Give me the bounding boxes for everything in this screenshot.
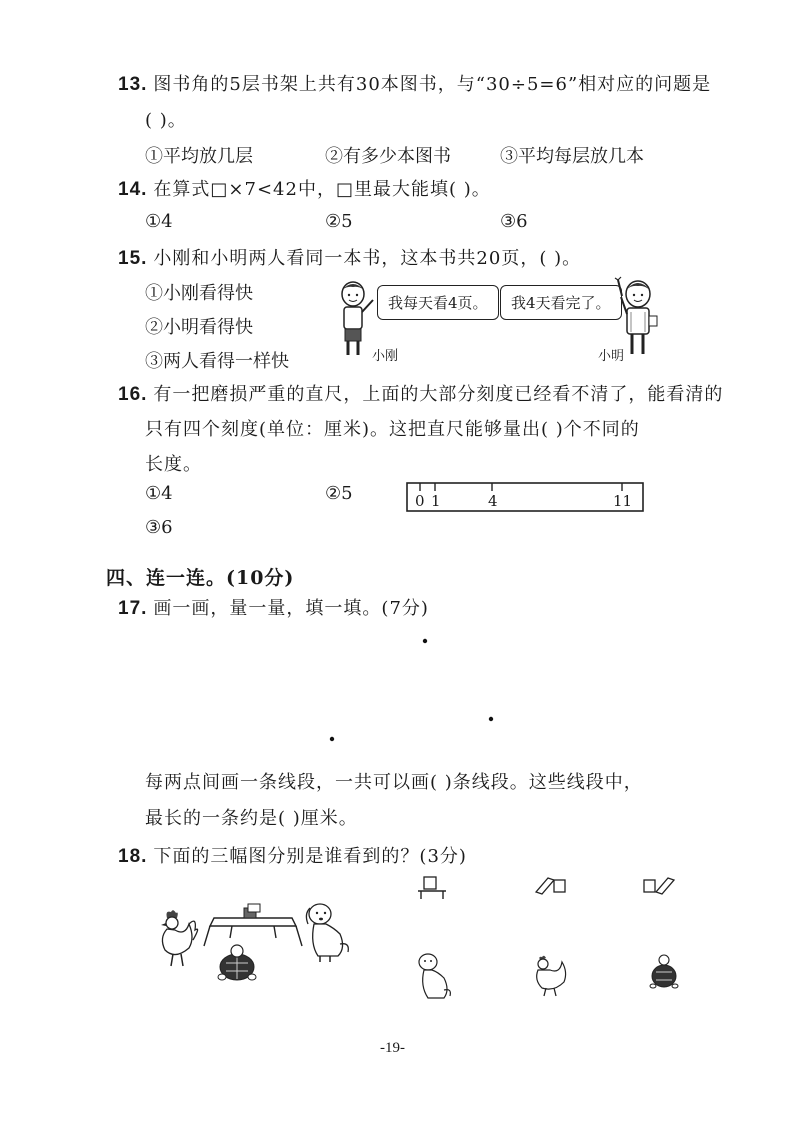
dog-icon bbox=[306, 904, 348, 962]
q16-number: 16. bbox=[118, 384, 148, 405]
section-4-title: 四、连一连。(10分) bbox=[106, 567, 295, 589]
q13-text: 图书角的5层书架上共有30本图书，与“30÷5=6”相对应的问题是 bbox=[153, 74, 712, 95]
view-3-icon bbox=[644, 878, 674, 894]
rooster-icon bbox=[161, 910, 198, 966]
name-xiaogang: 小刚 bbox=[372, 349, 399, 364]
q13-option-2[interactable]: ②有多少本图书 bbox=[325, 146, 451, 167]
q14-option-3[interactable]: ③6 bbox=[500, 211, 528, 232]
ruler-label-0: 0 bbox=[415, 492, 425, 510]
q14-number: 14. bbox=[118, 179, 148, 200]
q15-option-3[interactable]: ③两人看得一样快 bbox=[145, 351, 289, 372]
q16-line-2: 只有四个刻度(单位：厘米)。这把直尺能够量出( )个不同的 bbox=[145, 419, 640, 440]
q18-text: 下面的三幅图分别是谁看到的？(3分) bbox=[153, 846, 467, 867]
turtle-icon bbox=[218, 945, 256, 980]
q13-number: 13. bbox=[118, 74, 148, 95]
q16-option-3[interactable]: ③6 bbox=[145, 517, 173, 538]
q13-blank[interactable]: ( )。 bbox=[145, 110, 187, 131]
q16-line-3: 长度。 bbox=[145, 454, 202, 475]
view-2-icon bbox=[536, 878, 565, 894]
point-c bbox=[330, 737, 334, 741]
q16-option-1[interactable]: ①4 bbox=[145, 483, 173, 504]
q18-animals-row bbox=[408, 948, 698, 1008]
q14-text: 在算式□×7<42中，□里最大能填( )。 bbox=[153, 179, 491, 200]
q14-option-2[interactable]: ②5 bbox=[325, 211, 353, 232]
point-a bbox=[423, 639, 427, 643]
q15-number: 15. bbox=[118, 248, 148, 269]
q18-stem bbox=[118, 842, 467, 868]
ruler-label-11: 11 bbox=[613, 492, 633, 510]
q13-option-1[interactable]: ①平均放几层 bbox=[145, 146, 253, 167]
q17-line-2[interactable]: 最长的一条约是( )厘米。 bbox=[145, 808, 358, 829]
point-b bbox=[489, 717, 493, 721]
q14-option-1[interactable]: ①4 bbox=[145, 211, 173, 232]
turtle-small-icon bbox=[650, 955, 678, 988]
q15-option-1[interactable]: ①小刚看得快 bbox=[145, 283, 253, 304]
dog-small-icon bbox=[419, 954, 450, 998]
q15-option-2[interactable]: ②小明看得快 bbox=[145, 317, 253, 338]
rooster-small-icon bbox=[537, 956, 566, 996]
q16-text-1: 有一把磨损严重的直尺，上面的大部分刻度已经看不清了，能看清的 bbox=[153, 384, 724, 405]
table-with-box-icon bbox=[204, 904, 302, 946]
ruler-label-4: 4 bbox=[488, 492, 498, 510]
q17-text: 画一画，量一量，填一填。(7分) bbox=[153, 598, 429, 619]
bubble-xiaoming: 我4天看完了。 bbox=[500, 285, 622, 320]
q15-text: 小刚和小明两人看同一本书，这本书共20页，( )。 bbox=[153, 248, 582, 269]
q17-line-1[interactable]: 每两点间画一条线段，一共可以画( )条线段。这些线段中， bbox=[145, 772, 643, 793]
view-1-icon bbox=[418, 877, 446, 899]
bubble-xiaogang: 我每天看4页。 bbox=[377, 285, 499, 320]
q16-option-2[interactable]: ②5 bbox=[325, 483, 353, 504]
q13-option-3[interactable]: ③平均每层放几本 bbox=[500, 146, 644, 167]
name-xiaoming: 小明 bbox=[598, 349, 625, 364]
q18-views bbox=[410, 870, 690, 910]
page-number: -19- bbox=[380, 1040, 405, 1056]
q17-number: 17. bbox=[118, 598, 148, 619]
q18-scene bbox=[140, 900, 360, 985]
q18-number: 18. bbox=[118, 846, 148, 867]
ruler-label-1: 1 bbox=[431, 492, 441, 510]
